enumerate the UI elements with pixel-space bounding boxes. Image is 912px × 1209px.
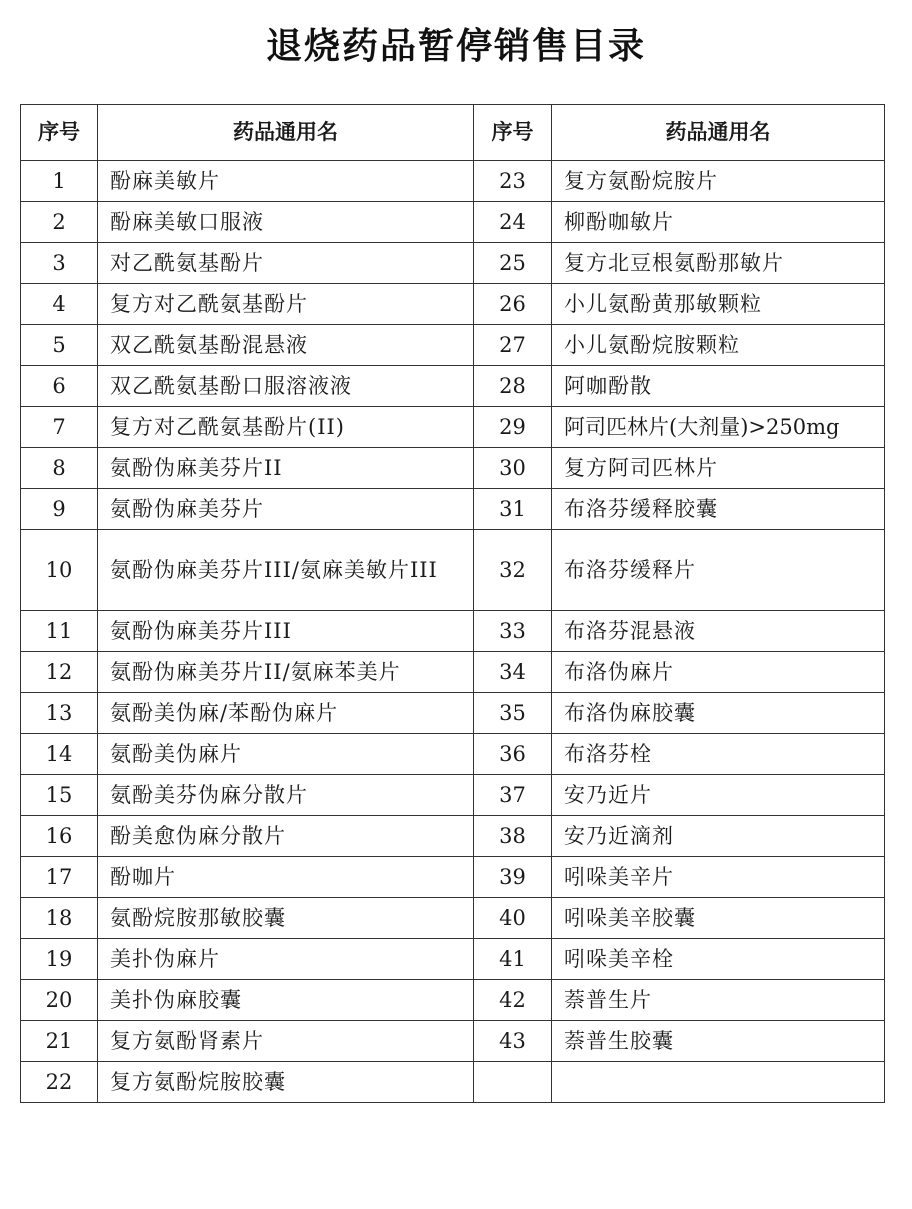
header-row [21,105,885,161]
left-number: 20 [21,980,98,1021]
left-drug-name: 氨酚伪麻美芬片II [98,448,474,489]
right-number: 40 [474,898,552,939]
right-drug-name: 萘普生胶囊 [552,1021,885,1062]
table-row [21,1021,885,1062]
right-number: 33 [474,611,552,652]
table-row [21,202,885,243]
right-drug-name: 布洛芬混悬液 [552,611,885,652]
left-drug-name: 双乙酰氨基酚混悬液 [98,325,474,366]
right-number: 24 [474,202,552,243]
page-title: 退烧药品暂停销售目录 [265,26,646,67]
table-row [21,530,885,611]
left-drug-name: 氨酚伪麻美芬片 [98,489,474,530]
right-drug-name: 吲哚美辛栓 [552,939,885,980]
table-row [21,775,885,816]
table-row [21,898,885,939]
left-number: 7 [21,407,98,448]
table-row [21,407,885,448]
drug-list-table [20,104,885,1103]
left-drug-name: 氨酚美伪麻/苯酚伪麻片 [98,693,474,734]
right-drug-name: 复方氨酚烷胺片 [552,161,885,202]
right-drug-name: 小儿氨酚烷胺颗粒 [552,325,885,366]
seq-header-left: 序号 [21,105,98,161]
table-row [21,284,885,325]
left-drug-name: 氨酚美芬伪麻分散片 [98,775,474,816]
left-drug-name: 复方氨酚烷胺胶囊 [98,1062,474,1103]
left-drug-name: 氨酚伪麻美芬片II/氨麻苯美片 [98,652,474,693]
right-drug-name: 萘普生片 [552,980,885,1021]
table-row [21,734,885,775]
left-drug-name: 美扑伪麻片 [98,939,474,980]
right-number: 41 [474,939,552,980]
left-number: 13 [21,693,98,734]
right-number: 27 [474,325,552,366]
right-number: 32 [474,530,552,611]
right-drug-name: 吲哚美辛片 [552,857,885,898]
right-number: 39 [474,857,552,898]
left-drug-name: 双乙酰氨基酚口服溶液液 [98,366,474,407]
left-drug-name: 酚麻美敏口服液 [98,202,474,243]
left-number: 15 [21,775,98,816]
right-drug-name: 布洛芬缓释胶囊 [552,489,885,530]
left-drug-name: 氨酚伪麻美芬片III [98,611,474,652]
right-number: 30 [474,448,552,489]
right-number: 25 [474,243,552,284]
left-drug-name: 复方氨酚肾素片 [98,1021,474,1062]
right-number: 29 [474,407,552,448]
right-drug-name: 安乃近滴剂 [552,816,885,857]
right-drug-name: 阿咖酚散 [552,366,885,407]
right-drug-name: 安乃近片 [552,775,885,816]
table-row [21,366,885,407]
left-drug-name: 氨酚伪麻美芬片III/氨麻美敏片III [98,530,474,611]
left-number: 16 [21,816,98,857]
left-number: 11 [21,611,98,652]
right-number [474,1062,552,1103]
left-number: 6 [21,366,98,407]
left-drug-name: 酚咖片 [98,857,474,898]
table-row [21,652,885,693]
name-header-right: 药品通用名 [552,105,885,161]
right-drug-name [552,1062,885,1103]
right-number: 37 [474,775,552,816]
right-drug-name: 布洛芬缓释片 [552,530,885,611]
table-row [21,161,885,202]
right-drug-name: 复方北豆根氨酚那敏片 [552,243,885,284]
seq-header-right: 序号 [474,105,552,161]
name-header-left: 药品通用名 [98,105,474,161]
right-drug-name: 复方阿司匹林片 [552,448,885,489]
right-number: 23 [474,161,552,202]
right-drug-name: 布洛伪麻胶囊 [552,693,885,734]
left-number: 3 [21,243,98,284]
right-number: 35 [474,693,552,734]
table-row [21,611,885,652]
left-drug-name: 氨酚烷胺那敏胶囊 [98,898,474,939]
left-drug-name: 对乙酰氨基酚片 [98,243,474,284]
table-row [21,693,885,734]
left-number: 21 [21,1021,98,1062]
table-row [21,857,885,898]
left-number: 5 [21,325,98,366]
right-number: 31 [474,489,552,530]
table-row [21,489,885,530]
left-number: 14 [21,734,98,775]
right-number: 28 [474,366,552,407]
right-drug-name: 吲哚美辛胶囊 [552,898,885,939]
left-drug-name: 氨酚美伪麻片 [98,734,474,775]
right-drug-name: 小儿氨酚黄那敏颗粒 [552,284,885,325]
right-number: 38 [474,816,552,857]
left-drug-name: 复方对乙酰氨基酚片 [98,284,474,325]
left-number: 10 [21,530,98,611]
right-number: 43 [474,1021,552,1062]
right-drug-name: 柳酚咖敏片 [552,202,885,243]
right-drug-name: 布洛伪麻片 [552,652,885,693]
table-row [21,980,885,1021]
right-drug-name: 布洛芬栓 [552,734,885,775]
table-row [21,448,885,489]
table-row [21,816,885,857]
left-number: 22 [21,1062,98,1103]
left-number: 8 [21,448,98,489]
left-number: 2 [21,202,98,243]
right-number: 26 [474,284,552,325]
left-drug-name: 酚美愈伪麻分散片 [98,816,474,857]
left-number: 9 [21,489,98,530]
left-number: 19 [21,939,98,980]
table-row [21,1062,885,1103]
left-number: 17 [21,857,98,898]
table-row [21,243,885,284]
table-row [21,325,885,366]
left-number: 12 [21,652,98,693]
left-drug-name: 复方对乙酰氨基酚片(II) [98,407,474,448]
table-row [21,939,885,980]
right-number: 42 [474,980,552,1021]
left-drug-name: 酚麻美敏片 [98,161,474,202]
right-number: 34 [474,652,552,693]
left-number: 4 [21,284,98,325]
right-drug-name: 阿司匹林片(大剂量)>250mg [552,407,885,448]
right-number: 36 [474,734,552,775]
left-number: 1 [21,161,98,202]
left-drug-name: 美扑伪麻胶囊 [98,980,474,1021]
left-number: 18 [21,898,98,939]
